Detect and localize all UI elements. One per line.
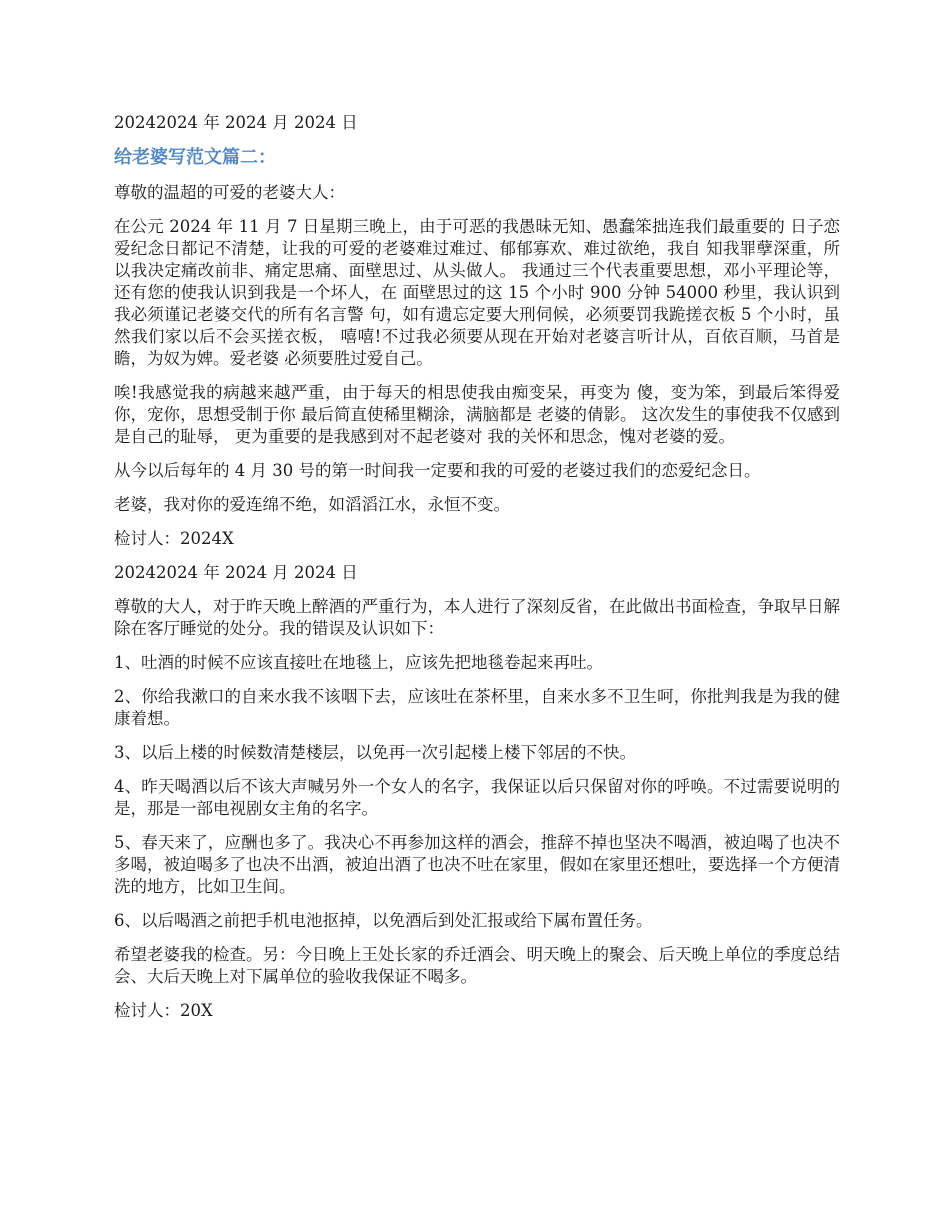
list-item: 2、你给我漱口的自来水我不该咽下去，应该吐在茶杯里，自来水多不卫生呵，你批判我是为我的健康着想。 xyxy=(114,687,840,728)
list-item: 3、以后上楼的时候数清楚楼层，以免再一次引起楼上楼下邻居的不快。 xyxy=(114,743,636,762)
body-paragraph: 老婆，我对你的爱连绵不绝，如滔滔江水，永恒不变。 xyxy=(114,495,510,514)
body-paragraph: 从今以后每年的 4 月 30 号的第一时间我一定要和我的可爱的老婆过我们的恋爱纪念日。 xyxy=(114,461,761,480)
section-heading: 给老婆写范文篇二： xyxy=(114,147,276,168)
list-item: 6、以后喝酒之前把手机电池抠掉，以免酒后到处汇报或给下属布置任务。 xyxy=(114,911,653,930)
signature: 检讨人：20X xyxy=(114,1001,213,1020)
salutation: 尊敬的温超的可爱的老婆大人： xyxy=(114,183,345,202)
body-paragraph: 唉!我感觉我的病越来越严重，由于每天的相思使我由痴变呆，再变为 傻，变为笨，到最后笨得爱你，宠你，思想受制于你 最后简直使稀里糊涂，满脑都是 老婆的倩影。 这次发生的事使我不仅感到是自己的耻辱， 更为重要的是我感到对不起老婆对 我的关怀和思念，愧对老婆的爱。 xyxy=(114,383,840,446)
date-line: 20242024 年 2024 月 2024 日 xyxy=(114,563,358,582)
signature: 检讨人：2024X xyxy=(114,529,234,548)
date-line: 20242024 年 2024 月 2024 日 xyxy=(114,113,358,132)
body-paragraph: 希望老婆我的检查。另：今日晚上王处长家的乔迁酒会、明天晚上的聚会、后天晚上单位的季度总结会、大后天晚上对下属单位的验收我保证不喝多。 xyxy=(114,945,840,986)
body-paragraph: 尊敬的大人，对于昨天晚上醉酒的严重行为，本人进行了深刻反省，在此做出书面检查，争取早日解除在客厅睡觉的处分。我的错误及认识如下： xyxy=(114,597,840,638)
list-item: 1、吐酒的时候不应该直接吐在地毯上，应该先把地毯卷起来再吐。 xyxy=(114,653,603,672)
list-item: 5、春天来了，应酬也多了。我决心不再参加这样的酒会，推辞不掉也坚决不喝酒，被迫喝了也决不多喝，被迫喝多了也决不出酒，被迫出酒了也决不吐在家里，假如在家里还想吐，要选择一个方便清洗的地方，比如卫生间。 xyxy=(114,833,840,896)
body-paragraph: 在公元 2024 年 11 月 7 日星期三晚上，由于可恶的我愚昧无知、愚蠢笨拙连我们最重要的 日子恋爱纪念日都记不清楚，让我的可爱的老婆难过难过、郁郁寡欢、难过欲绝，我自 知我罪孽深重，所以我决定痛改前非、痛定思痛、面壁思过、从头做人。 我通过三个代表重要思想，邓小平理论等，还有您的使我认识到我是一个坏人，在 面壁思过的这 15 个小时 900 分钟 54000 秒里，我认识到我必须谨记老婆交代的所有名言警 句，如有遗忘定要大刑伺候，必须要罚我跪搓衣板 5 个小时，虽然我们家以后不会买搓衣板， 嘻嘻!不过我必须要从现在开始对老婆言听计从，百依百顺，马首是瞻，为奴为婢。爱老婆 必须要胜过爱自己。 xyxy=(114,217,840,368)
list-item: 4、昨天喝酒以后不该大声喊另外一个女人的名字，我保证以后只保留对你的呼唤。不过需要说明的是，那是一部电视剧女主角的名字。 xyxy=(114,777,840,818)
